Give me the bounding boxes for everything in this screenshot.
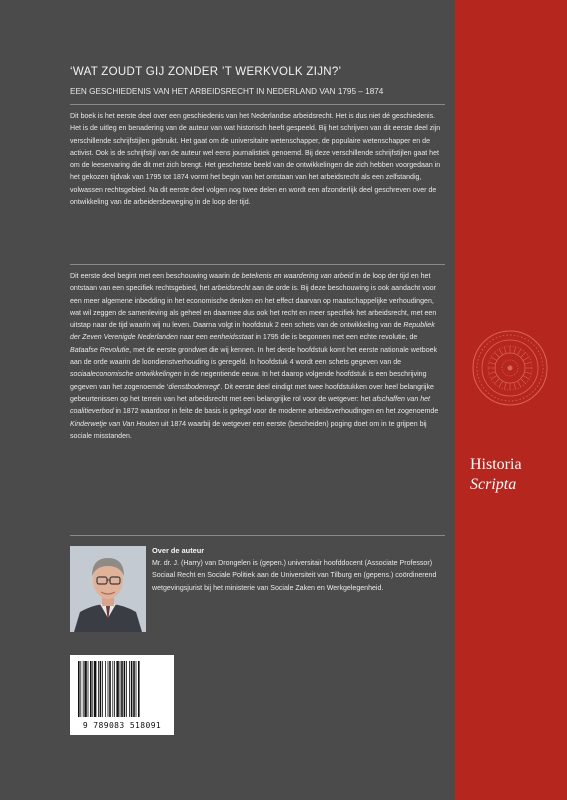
book-subtitle: EEN GESCHIEDENIS VAN HET ARBEIDSRECHT IN NEDERLAND VAN 1795 – 1874 [70, 87, 384, 96]
divider-top [70, 104, 445, 105]
portrait-illustration [70, 546, 146, 632]
emblem-ray [524, 362, 531, 364]
barcode-bar [78, 661, 80, 717]
emblem-ray [518, 381, 522, 387]
emblem-ray [499, 381, 503, 387]
p2-text-4: naar een [177, 334, 210, 342]
p2-emphasis-2: arbeidsrecht [211, 285, 251, 293]
p2-text-8: ’. Dit eerste deel eindigt met twee hoofdstukken over heel belangrijke gebeurtenissen op het terrein van het arbeidsrecht met een belangrijke rol voor de wetgever: het [70, 383, 434, 403]
p2-text-9: in 1872 waardoor in feite de basis is gelegd voor de moderne arbeidsverhoudingen en het zogenoemde [113, 408, 439, 416]
barcode-bar [102, 661, 103, 717]
barcode-bar [100, 661, 102, 717]
p2-emphasis-6: sociaaleconomische ontwikkelingen [70, 371, 182, 379]
barcode-bar [136, 661, 137, 717]
barcode-bar [109, 661, 111, 717]
circular-ornament-icon [470, 328, 550, 408]
p2-emphasis-9: Kinderwetje van Van Houten [70, 420, 160, 428]
emblem-ray [489, 372, 496, 374]
emblem-ray [494, 352, 499, 357]
barcode-bar [116, 661, 118, 717]
barcode-bar [83, 661, 84, 717]
p2-emphasis-7: dienstbodenregt [168, 383, 219, 391]
book-title: ‘WAT ZOUDT GIJ ZONDER ’T WERKVOLK ZIJN?’ [70, 66, 342, 78]
emblem-ray [499, 349, 503, 355]
p2-text-6: , met de eerste grondwet die wij kennen. In het derde hoofdstuk komt het eerste nationale wetboek aan de orde waarin de loondienstverhouding is geregeld. In hoofdstuk 4 wordt een schets gegeven van de [70, 346, 438, 367]
p2-emphasis-1: betekenis en waardering van arbeid [241, 273, 354, 280]
p2-text-7: in de negentiende eeuw. In het daarop volgende hoofdstuk is een beschrijving gegeven van het zogenoemde ‘ [70, 371, 427, 391]
p2-text-5: in 1795 die is begonnen met een echte revolutie, de [253, 334, 418, 342]
emblem-ray [491, 376, 497, 380]
barcode-bar [90, 661, 92, 717]
publisher-name-line1: Historia [470, 456, 522, 473]
p2-emphasis-8: afschaffen van het coalitieverbod [70, 395, 431, 416]
p2-text-3: aan de orde is. Bij deze beschouwing is ook aandacht voor een meer algemene inbedding in het economische denken en het effect daarvan op maatschappelijke verhoudingen, wat wil zeggen de samenleving als geheel en daarmee dus ook het recht en meer specifiek het arbeidsrecht, met een uitstap naar de tijd waarin wij nu leven. Daarna volgt in hoofdstuk 2 een schets van de ontwikkeling van de [70, 285, 437, 330]
barcode-bar [92, 661, 93, 717]
emblem-ray [521, 352, 526, 357]
emblem-ray [514, 382, 516, 389]
author-heading: Over de auteur [152, 546, 205, 555]
emblem-ray [504, 347, 506, 354]
emblem-ray [491, 357, 497, 361]
blurb-paragraph-2 [70, 271, 446, 443]
author-portrait [70, 546, 146, 632]
p2-emphasis-4: eenheidsstaat [209, 334, 254, 342]
barcode-bars [76, 661, 168, 719]
barcode-bar [121, 661, 123, 717]
emblem-ray [514, 347, 516, 354]
barcode-bar [124, 661, 126, 717]
barcode-bar [120, 661, 121, 717]
p2-text-1: Dit eerste deel begint met een beschouwing waarin de [70, 273, 242, 280]
emblem-ray [494, 379, 499, 384]
barcode-bar [129, 661, 130, 717]
barcode-bar [133, 661, 135, 717]
emblem-ray [523, 376, 529, 380]
barcode-bar [114, 661, 115, 717]
author-bio: Mr. dr. J. (Harry) van Drongelen is (gepen.) universitair hoofddocent (Associate Professor) Sociaal Recht en Sociale Politiek aan de Universiteit van Tilburg en (gepens.) coördinerend wetgevingsjurist bij het ministerie van Sociale Zaken en Werkgelegenheid. [152, 560, 437, 592]
publisher-logo [470, 455, 522, 495]
emblem-ray [489, 362, 496, 364]
barcode-bar [84, 661, 86, 717]
barcode-bar [80, 661, 81, 717]
p2-emphasis-3: Republiek der Zeven Verenigde Nederlanden [70, 322, 435, 342]
barcode-bar [126, 661, 127, 717]
p2-emphasis-5: Bataafse Revolutie [70, 346, 130, 354]
barcode-bar [131, 661, 133, 717]
p2-text-10: uit 1874 waarbij de wetgever een eerste (bescheiden) poging doet om in te grijpen bij sociale misstanden. [70, 420, 427, 440]
barcode-bar [108, 661, 109, 717]
barcode-bar [112, 661, 113, 717]
barcode-bar [94, 661, 96, 717]
emblem-ray [504, 382, 506, 389]
p2-text-2: in de loop der tijd en het ontstaan van een specifiek rechtsgebied, het [70, 273, 431, 293]
blurb-paragraph-1: Dit boek is het eerste deel over een geschiedenis van het Nederlandse arbeidsrecht. Het is dus niet dé geschiedenis. Het is de uitleg en benadering van de auteur van wat historisch heeft gespeeld. Bij het schrijven van dit eerste deel zijn verschillende schrijfstijlen gebruikt. Het gaat om de universitaire wetenschapper, de populaire wetenschapper en de activist. Ook is de schrijfstijl van de auteur wel eens journalistiek genoemd. Bij deze verschillende schrijfstijlen gaat het om de leeservaring die dit met zich brengt. Het geschetste beeld van de ontwikkelingen die zich hebben voorgedaan in het gekozen tijdvak van 1795 tot 1874 vormt het begin van het ontstaan van het arbeidsrecht als een zelfstandig, volwassen rechtsgebied. Na dit eerste deel volgen nog twee delen en wordt een afzonderlijk deel geschreven over de ontwikkeling van de arbeidersbeweging in de loop der tijd. [70, 113, 441, 207]
divider-author [70, 535, 445, 536]
divider-middle [70, 264, 445, 265]
emblem-ray [523, 357, 529, 361]
publisher-name-line2: Scripta [470, 476, 517, 493]
barcode-bar [98, 661, 99, 717]
barcode-bar [105, 661, 106, 717]
emblem-ray [521, 379, 526, 384]
barcode-bar [138, 661, 140, 717]
isbn-digits: 9 789083 518091 [82, 721, 162, 730]
emblem-ray [518, 349, 522, 355]
barcode-bar [88, 661, 89, 717]
isbn-barcode [70, 655, 174, 735]
emblem-ray [524, 372, 531, 374]
